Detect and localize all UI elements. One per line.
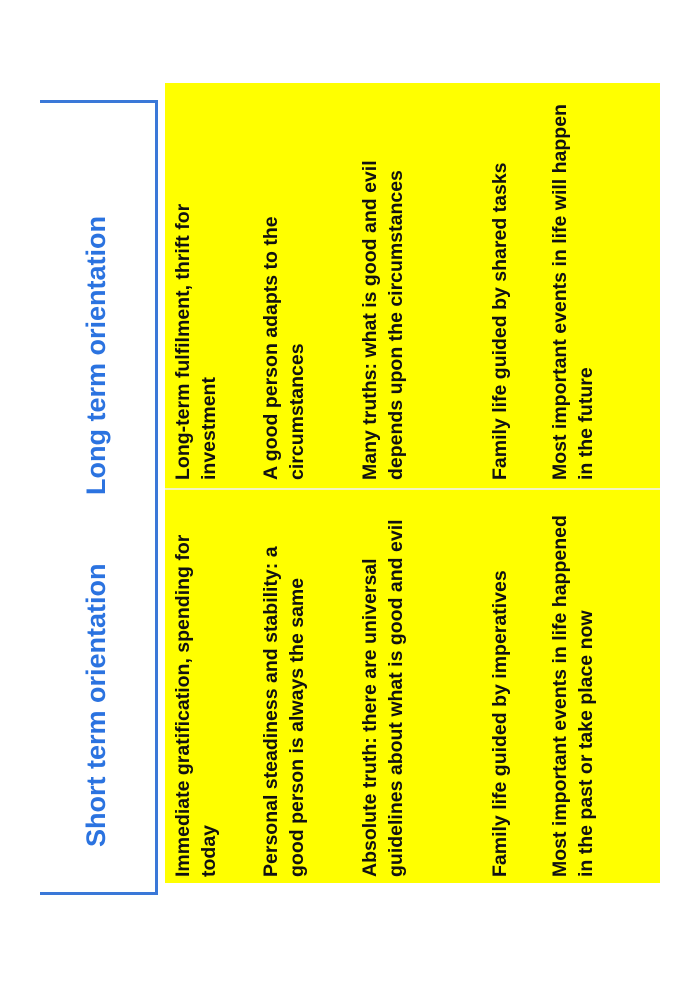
short-term-row-3: Absolute truth: there are universal guidelines about what is good and evil xyxy=(359,519,408,877)
short-term-row-1: Immediate gratification, spending for today xyxy=(172,534,221,877)
short-term-row-2: Personal steadiness and stability: a good person is always the same xyxy=(260,546,309,877)
long-term-row-5: Most important events in life will happen in the future xyxy=(549,104,598,480)
long-term-row-1: Long-term fulfilment, thrift for investment xyxy=(172,203,221,480)
long-term-row-3: Many truths: what is good and evil depends upon the circumstances xyxy=(359,160,408,480)
column-divider xyxy=(165,488,660,490)
header-short-term: Short term orientation xyxy=(81,563,111,847)
header-long-term: Long term orientation xyxy=(81,216,111,495)
rotated-slide xyxy=(40,95,660,895)
short-term-row-4: Family life guided by imperatives xyxy=(489,570,511,877)
long-term-row-2: A good person adapts to the circumstances xyxy=(260,216,309,480)
long-term-row-4: Family life guided by shared tasks xyxy=(489,162,511,480)
short-term-row-5: Most important events in life happened in the past or take place now xyxy=(549,515,598,877)
